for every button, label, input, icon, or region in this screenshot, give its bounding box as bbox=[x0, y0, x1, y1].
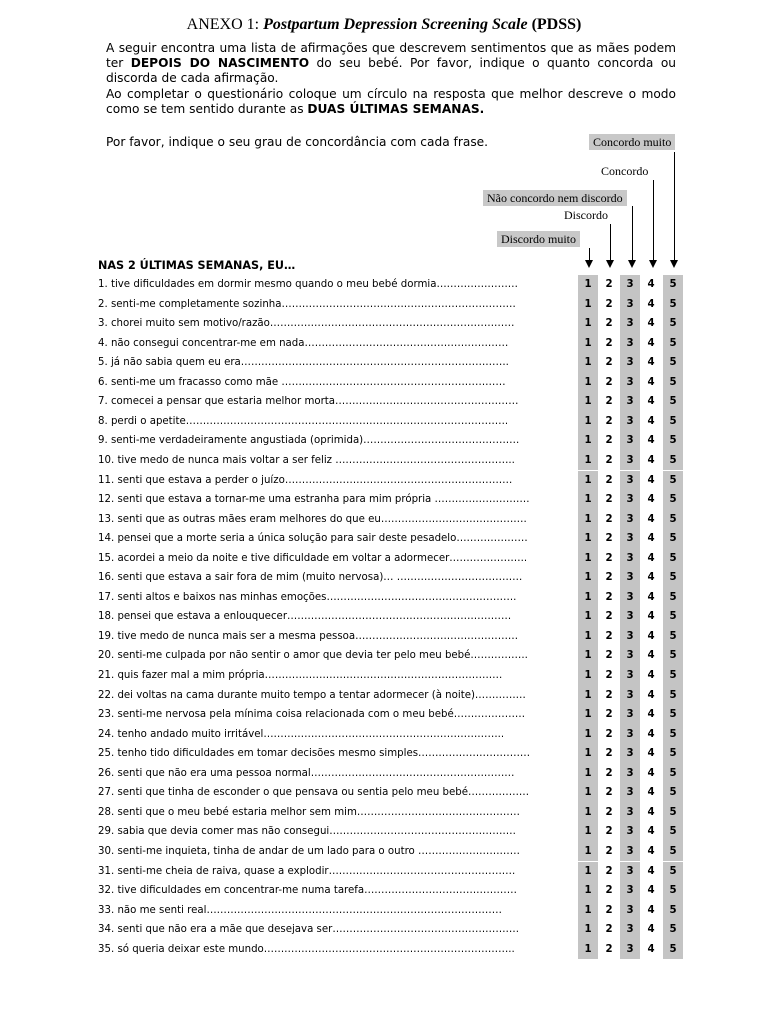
response-option-3[interactable]: 3 bbox=[620, 568, 640, 588]
response-option-3[interactable]: 3 bbox=[620, 510, 640, 530]
response-option-4[interactable]: 4 bbox=[647, 650, 655, 662]
item-statement: 34. senti que não era a mãe que desejava ser………………………………………………. bbox=[98, 924, 519, 936]
response-option-1[interactable]: 1 bbox=[578, 940, 598, 960]
response-option-3[interactable]: 3 bbox=[620, 627, 640, 647]
response-option-1[interactable]: 1 bbox=[578, 295, 598, 315]
response-option-4[interactable]: 4 bbox=[647, 885, 655, 897]
response-option-2[interactable]: 2 bbox=[605, 630, 613, 642]
response-option-5[interactable]: 5 bbox=[663, 822, 683, 842]
item-statement: 4. não consegui concentrar-me em nada…………………………………………………… bbox=[98, 337, 509, 349]
response-option-5[interactable]: 5 bbox=[663, 314, 683, 334]
item-statement: 29. sabia que devia comer mas não consegui………………………………………………. bbox=[98, 826, 516, 838]
response-option-1[interactable]: 1 bbox=[578, 744, 598, 764]
response-option-2[interactable]: 2 bbox=[605, 748, 613, 760]
response-option-5[interactable]: 5 bbox=[663, 783, 683, 803]
response-option-4[interactable]: 4 bbox=[647, 435, 655, 447]
response-option-4[interactable]: 4 bbox=[647, 415, 655, 427]
item-statement: 30. senti-me inquieta, tinha de andar de um lado para o outro ………………………… bbox=[98, 845, 520, 857]
response-option-5[interactable]: 5 bbox=[663, 568, 683, 588]
response-option-1[interactable]: 1 bbox=[578, 510, 598, 530]
response-option-2[interactable]: 2 bbox=[605, 904, 613, 916]
response-option-5[interactable]: 5 bbox=[663, 744, 683, 764]
arrow-col-4 bbox=[653, 180, 654, 266]
response-option-3[interactable]: 3 bbox=[620, 334, 640, 354]
response-option-4[interactable]: 4 bbox=[647, 494, 655, 506]
response-option-1[interactable]: 1 bbox=[578, 705, 598, 725]
item-statement: 33. não me senti real…………………………………………………………………………… bbox=[98, 904, 502, 916]
response-option-1[interactable]: 1 bbox=[578, 686, 598, 706]
response-option-4[interactable]: 4 bbox=[647, 943, 655, 955]
response-option-1[interactable]: 1 bbox=[578, 822, 598, 842]
header-nao-concordo-nem-discordo: Não concordo nem discordo bbox=[483, 190, 627, 206]
response-option-3[interactable]: 3 bbox=[620, 803, 640, 823]
item-statement: 6. senti-me um fracasso como mãe ………………………………………………………… bbox=[98, 376, 506, 388]
response-option-1[interactable]: 1 bbox=[578, 725, 598, 745]
item-statement: 14. pensei que a morte seria a única solução para sair deste pesadelo………………… bbox=[98, 533, 528, 545]
response-option-2[interactable]: 2 bbox=[605, 650, 613, 662]
response-option-4[interactable]: 4 bbox=[647, 591, 655, 603]
response-option-5[interactable]: 5 bbox=[663, 881, 683, 901]
item-statement: 32. tive dificuldades em concentrar-me numa tarefa……………………………………… bbox=[98, 885, 517, 897]
response-option-4[interactable]: 4 bbox=[647, 630, 655, 642]
response-option-5[interactable]: 5 bbox=[663, 295, 683, 315]
response-option-5[interactable]: 5 bbox=[663, 686, 683, 706]
response-option-2[interactable]: 2 bbox=[605, 572, 613, 584]
response-option-2[interactable]: 2 bbox=[605, 318, 613, 330]
section-title: NAS 2 ÚLTIMAS SEMANAS, EU… bbox=[98, 259, 296, 272]
response-option-2[interactable]: 2 bbox=[605, 337, 613, 349]
response-option-4[interactable]: 4 bbox=[647, 670, 655, 681]
response-option-5[interactable]: 5 bbox=[663, 862, 683, 882]
item-statement: 21. quis fazer mal a mim própria……………………………………………………………. bbox=[98, 670, 503, 681]
response-option-2[interactable]: 2 bbox=[605, 454, 613, 466]
response-option-4[interactable]: 4 bbox=[647, 845, 655, 857]
item-statement: 10. tive medo de nunca mais voltar a ser feliz …………………………………………….. bbox=[98, 454, 515, 466]
response-option-5[interactable]: 5 bbox=[663, 334, 683, 354]
response-option-3[interactable]: 3 bbox=[620, 431, 640, 451]
response-option-4[interactable]: 4 bbox=[647, 298, 655, 310]
response-option-5[interactable]: 5 bbox=[663, 646, 683, 666]
instructions-paragraph-1 bbox=[106, 41, 676, 87]
response-option-3[interactable]: 3 bbox=[620, 725, 640, 745]
response-option-2[interactable]: 2 bbox=[605, 670, 613, 681]
emphasis: DEPOIS DO NASCIMENTO bbox=[130, 56, 310, 71]
item-statement: 26. senti que não era uma pessoa normal…………………………………………………… bbox=[98, 767, 515, 779]
response-option-4[interactable]: 4 bbox=[647, 787, 655, 799]
item-statement: 9. senti-me verdadeiramente angustiada (oprimida)………………………………………. bbox=[98, 435, 520, 447]
response-option-1[interactable]: 1 bbox=[578, 451, 598, 471]
response-option-1[interactable]: 1 bbox=[578, 607, 598, 627]
response-option-2[interactable]: 2 bbox=[605, 513, 613, 525]
response-option-3[interactable]: 3 bbox=[620, 314, 640, 334]
response-option-3[interactable]: 3 bbox=[620, 783, 640, 803]
response-option-4[interactable]: 4 bbox=[647, 767, 655, 779]
response-option-3[interactable]: 3 bbox=[620, 822, 640, 842]
item-statement: 8. perdi o apetite………………………………………………………………………………….. bbox=[98, 415, 509, 427]
item-statement: 20. senti-me culpada por não sentir o amor que devia ter pelo meu bebé…………….. bbox=[98, 650, 528, 662]
arrow-col-5 bbox=[674, 152, 675, 266]
response-option-5[interactable]: 5 bbox=[663, 373, 683, 393]
response-option-3[interactable]: 3 bbox=[620, 666, 640, 686]
response-option-5[interactable]: 5 bbox=[663, 920, 683, 940]
response-option-1[interactable]: 1 bbox=[578, 275, 598, 295]
response-option-5[interactable]: 5 bbox=[663, 510, 683, 530]
response-option-5[interactable]: 5 bbox=[663, 353, 683, 373]
response-option-5[interactable]: 5 bbox=[663, 451, 683, 471]
response-option-1[interactable]: 1 bbox=[578, 392, 598, 412]
response-option-1[interactable]: 1 bbox=[578, 803, 598, 823]
response-option-4[interactable]: 4 bbox=[647, 826, 655, 838]
response-option-3[interactable]: 3 bbox=[620, 471, 640, 491]
response-option-1[interactable]: 1 bbox=[578, 412, 598, 432]
response-option-2[interactable]: 2 bbox=[605, 806, 613, 818]
response-option-1[interactable]: 1 bbox=[578, 373, 598, 393]
response-option-4[interactable]: 4 bbox=[647, 728, 655, 740]
response-option-2[interactable]: 2 bbox=[605, 298, 613, 310]
response-option-2[interactable]: 2 bbox=[605, 689, 613, 701]
text: A seguir encontra uma lista de afirmações que descrevem sentimentos que as mães podem ter bbox=[106, 41, 676, 71]
response-option-2[interactable]: 2 bbox=[605, 494, 613, 506]
response-option-3[interactable]: 3 bbox=[620, 744, 640, 764]
response-option-2[interactable]: 2 bbox=[605, 767, 613, 779]
agreement-prompt: Por favor, indique o seu grau de concordância com cada frase. bbox=[106, 135, 489, 149]
arrow-col-2 bbox=[610, 224, 611, 266]
item-statement: 28. senti que o meu bebé estaria melhor sem mim………………………………………… bbox=[98, 806, 520, 818]
header-discordo: Discordo bbox=[564, 208, 608, 222]
response-option-2[interactable]: 2 bbox=[605, 787, 613, 799]
response-option-5[interactable]: 5 bbox=[663, 529, 683, 549]
response-option-2[interactable]: 2 bbox=[605, 552, 613, 564]
response-option-2[interactable]: 2 bbox=[605, 533, 613, 545]
response-option-2[interactable]: 2 bbox=[605, 709, 613, 721]
response-option-5[interactable]: 5 bbox=[663, 803, 683, 823]
response-option-1[interactable]: 1 bbox=[578, 666, 598, 686]
response-option-1[interactable]: 1 bbox=[578, 490, 598, 510]
response-option-4[interactable]: 4 bbox=[647, 611, 655, 623]
item-statement: 1. tive dificuldades em dormir mesmo quando o meu bebé dormia…………………… bbox=[98, 279, 518, 290]
response-option-3[interactable]: 3 bbox=[620, 607, 640, 627]
response-option-4[interactable]: 4 bbox=[647, 513, 655, 525]
item-statement: 25. tenho tido dificuldades em tomar decisões mesmo simples…………………………… bbox=[98, 748, 531, 760]
response-option-5[interactable]: 5 bbox=[663, 490, 683, 510]
response-option-3[interactable]: 3 bbox=[620, 490, 640, 510]
response-option-1[interactable]: 1 bbox=[578, 901, 598, 921]
response-option-3[interactable]: 3 bbox=[620, 940, 640, 960]
item-statement: 17. senti altos e baixos nas minhas emoções……………………………………………….. bbox=[98, 591, 517, 603]
header-concordo-muito: Concordo muito bbox=[589, 134, 675, 150]
response-option-3[interactable]: 3 bbox=[620, 920, 640, 940]
response-option-5[interactable]: 5 bbox=[663, 842, 683, 862]
response-option-4[interactable]: 4 bbox=[647, 709, 655, 721]
response-option-4[interactable]: 4 bbox=[647, 865, 655, 877]
response-option-5[interactable]: 5 bbox=[663, 666, 683, 686]
response-option-3[interactable]: 3 bbox=[620, 705, 640, 725]
response-option-2[interactable]: 2 bbox=[605, 357, 613, 369]
response-option-1[interactable]: 1 bbox=[578, 353, 598, 373]
response-option-2[interactable]: 2 bbox=[605, 865, 613, 877]
response-option-4[interactable]: 4 bbox=[647, 318, 655, 330]
item-statement: 12. senti que estava a tornar-me uma estranha para mim própria ………………………. bbox=[98, 494, 530, 506]
response-option-1[interactable]: 1 bbox=[578, 529, 598, 549]
response-option-3[interactable]: 3 bbox=[620, 549, 640, 569]
response-option-4[interactable]: 4 bbox=[647, 748, 655, 760]
response-option-5[interactable]: 5 bbox=[663, 431, 683, 451]
response-option-3[interactable]: 3 bbox=[620, 373, 640, 393]
response-option-4[interactable]: 4 bbox=[647, 572, 655, 584]
instructions bbox=[106, 41, 676, 117]
item-statement: 13. senti que as outras mães eram melhores do que eu……………………………………. bbox=[98, 513, 527, 525]
response-option-2[interactable]: 2 bbox=[605, 845, 613, 857]
response-option-5[interactable]: 5 bbox=[663, 705, 683, 725]
response-option-1[interactable]: 1 bbox=[578, 764, 598, 784]
response-option-3[interactable]: 3 bbox=[620, 881, 640, 901]
response-option-2[interactable]: 2 bbox=[605, 591, 613, 603]
response-option-5[interactable]: 5 bbox=[663, 412, 683, 432]
response-option-1[interactable]: 1 bbox=[578, 881, 598, 901]
response-option-3[interactable]: 3 bbox=[620, 295, 640, 315]
arrow-col-3 bbox=[632, 206, 633, 266]
response-option-1[interactable]: 1 bbox=[578, 314, 598, 334]
response-option-1[interactable]: 1 bbox=[578, 431, 598, 451]
response-option-1[interactable]: 1 bbox=[578, 783, 598, 803]
response-option-5[interactable]: 5 bbox=[663, 901, 683, 921]
response-option-3[interactable]: 3 bbox=[620, 529, 640, 549]
response-option-2[interactable]: 2 bbox=[605, 474, 613, 486]
response-option-2[interactable]: 2 bbox=[605, 435, 613, 447]
response-option-4[interactable]: 4 bbox=[647, 357, 655, 369]
response-option-2[interactable]: 2 bbox=[605, 885, 613, 897]
header-concordo: Concordo bbox=[601, 164, 649, 178]
response-option-2[interactable]: 2 bbox=[605, 415, 613, 427]
arrow-col-1 bbox=[589, 248, 590, 266]
item-statement: 19. tive medo de nunca mais ser a mesma pessoa………………………………………… bbox=[98, 630, 519, 642]
response-option-4[interactable]: 4 bbox=[647, 924, 655, 936]
response-option-2[interactable]: 2 bbox=[605, 943, 613, 955]
response-option-4[interactable]: 4 bbox=[647, 337, 655, 349]
response-option-2[interactable]: 2 bbox=[605, 611, 613, 623]
item-statement: 16. senti que estava a sair fora de mim (muito nervosa)… ………………………………. bbox=[98, 572, 523, 584]
response-option-5[interactable]: 5 bbox=[663, 549, 683, 569]
response-option-1[interactable]: 1 bbox=[578, 568, 598, 588]
response-option-4[interactable]: 4 bbox=[647, 904, 655, 916]
response-option-3[interactable]: 3 bbox=[620, 764, 640, 784]
item-statement: 18. pensei que estava a enlouquecer………………………………………………………… bbox=[98, 611, 512, 623]
item-statement: 22. dei voltas na cama durante muito tempo a tentar adormecer (à noite)…………… bbox=[98, 689, 526, 701]
text: do seu bebé. Por favor, indique o quanto concorda ou discorda de cada afirmação. bbox=[106, 56, 676, 86]
item-statement: 7. comecei a pensar que estaria melhor morta……………………………………………… bbox=[98, 396, 519, 408]
item-statement: 27. senti que tinha de esconder o que pensava ou sentia pelo meu bebé……………… bbox=[98, 787, 530, 799]
response-option-2[interactable]: 2 bbox=[605, 924, 613, 936]
response-option-4[interactable]: 4 bbox=[647, 689, 655, 701]
response-option-1[interactable]: 1 bbox=[578, 646, 598, 666]
response-option-1[interactable]: 1 bbox=[578, 334, 598, 354]
response-option-2[interactable]: 2 bbox=[605, 728, 613, 740]
response-option-5[interactable]: 5 bbox=[663, 471, 683, 491]
response-option-1[interactable]: 1 bbox=[578, 549, 598, 569]
title-prefix: ANEXO 1: bbox=[186, 16, 264, 33]
response-option-3[interactable]: 3 bbox=[620, 588, 640, 608]
response-option-3[interactable]: 3 bbox=[620, 901, 640, 921]
item-statement: 11. senti que estava a perder o juízo…………………………………………………………. bbox=[98, 474, 513, 486]
instructions-paragraph-2 bbox=[106, 87, 676, 117]
response-option-2[interactable]: 2 bbox=[605, 279, 613, 290]
response-option-3[interactable]: 3 bbox=[620, 842, 640, 862]
response-option-5[interactable]: 5 bbox=[663, 607, 683, 627]
response-option-5[interactable]: 5 bbox=[663, 392, 683, 412]
response-option-3[interactable]: 3 bbox=[620, 862, 640, 882]
response-option-1[interactable]: 1 bbox=[578, 588, 598, 608]
response-option-2[interactable]: 2 bbox=[605, 826, 613, 838]
response-option-5[interactable]: 5 bbox=[663, 725, 683, 745]
response-option-3[interactable]: 3 bbox=[620, 412, 640, 432]
response-option-4[interactable]: 4 bbox=[647, 279, 655, 290]
item-statement: 23. senti-me nervosa pela mínima coisa relacionada com o meu bebé………………… bbox=[98, 709, 526, 721]
response-option-4[interactable]: 4 bbox=[647, 474, 655, 486]
response-option-4[interactable]: 4 bbox=[647, 396, 655, 408]
emphasis: DUAS ÚLTIMAS SEMANAS. bbox=[307, 101, 485, 116]
response-option-3[interactable]: 3 bbox=[620, 392, 640, 412]
item-statement: 3. chorei muito sem motivo/razão……………………………………………………………… bbox=[98, 318, 515, 330]
response-option-1[interactable]: 1 bbox=[578, 862, 598, 882]
response-option-5[interactable]: 5 bbox=[663, 275, 683, 295]
response-option-5[interactable]: 5 bbox=[663, 764, 683, 784]
response-option-3[interactable]: 3 bbox=[620, 686, 640, 706]
response-option-1[interactable]: 1 bbox=[578, 842, 598, 862]
response-option-4[interactable]: 4 bbox=[647, 454, 655, 466]
response-option-1[interactable]: 1 bbox=[578, 627, 598, 647]
response-option-4[interactable]: 4 bbox=[647, 806, 655, 818]
page-title bbox=[0, 16, 768, 34]
response-option-5[interactable]: 5 bbox=[663, 588, 683, 608]
response-option-3[interactable]: 3 bbox=[620, 646, 640, 666]
item-statement: 35. só queria deixar este mundo……………………………………………………………….. bbox=[98, 943, 515, 955]
response-option-5[interactable]: 5 bbox=[663, 627, 683, 647]
response-option-2[interactable]: 2 bbox=[605, 376, 613, 388]
response-option-3[interactable]: 3 bbox=[620, 353, 640, 373]
response-option-3[interactable]: 3 bbox=[620, 275, 640, 295]
item-statement: 31. senti-me cheia de raiva, quase a explodir………………………………………………. bbox=[98, 865, 516, 877]
title-scale-name: Postpartum Depression Screening Scale bbox=[263, 16, 528, 33]
item-statement: 15. acordei a meio da noite e tive dificuldade em voltar a adormecer………………….. bbox=[98, 552, 528, 564]
response-option-5[interactable]: 5 bbox=[663, 940, 683, 960]
response-option-4[interactable]: 4 bbox=[647, 552, 655, 564]
item-statement: 24. tenho andado muito irritável…………………………………………………………….. bbox=[98, 728, 505, 740]
response-option-3[interactable]: 3 bbox=[620, 451, 640, 471]
item-statement: 5. já não sabia quem eu era……………………………………………………………………. bbox=[98, 357, 509, 369]
response-option-1[interactable]: 1 bbox=[578, 920, 598, 940]
response-option-4[interactable]: 4 bbox=[647, 376, 655, 388]
title-suffix: (PDSS) bbox=[527, 16, 582, 33]
response-option-4[interactable]: 4 bbox=[647, 533, 655, 545]
response-option-1[interactable]: 1 bbox=[578, 471, 598, 491]
response-option-2[interactable]: 2 bbox=[605, 396, 613, 408]
text: Ao completar o questionário coloque um círculo na resposta que melhor descreve o modo como se tem sentido durante as bbox=[106, 86, 676, 116]
header-discordo-muito: Discordo muito bbox=[497, 231, 580, 247]
item-statement: 2. senti-me completamente sozinha…………………………………………………………… bbox=[98, 298, 516, 310]
